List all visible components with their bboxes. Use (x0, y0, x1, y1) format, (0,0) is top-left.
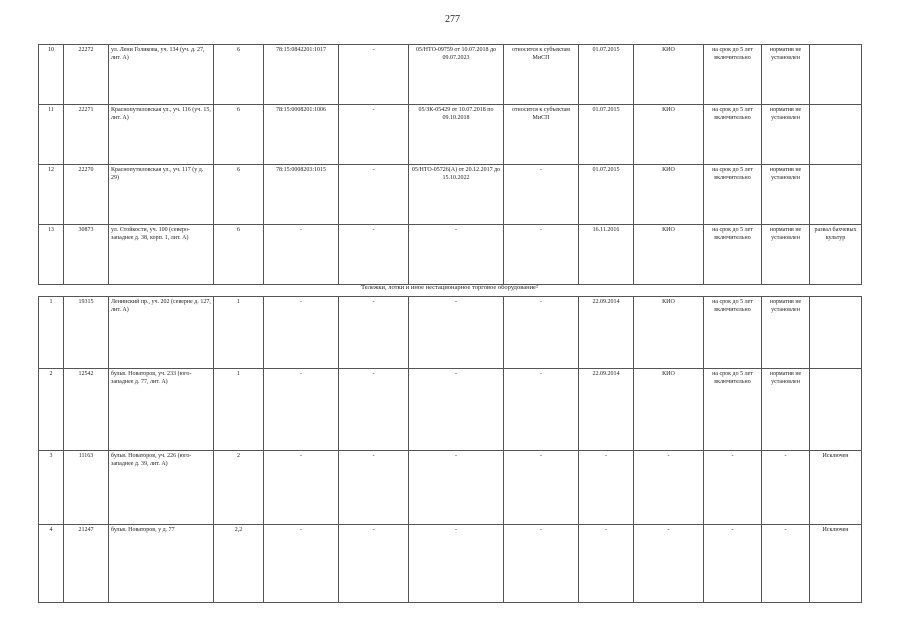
address-cell: бульв. Новаторов, у д. 77 (109, 525, 214, 603)
cell-f: - (339, 451, 409, 525)
cadastral-cell: - (264, 297, 339, 369)
note-cell: Исключен (810, 525, 862, 603)
contract-cell: - (409, 297, 504, 369)
contract-cell: - (409, 369, 504, 451)
area-cell: 1 (214, 369, 264, 451)
date-cell: 16.11.2016 (579, 225, 634, 285)
authority-cell: - (634, 525, 704, 603)
row-number: 4 (39, 525, 64, 603)
smsp-cell: - (504, 165, 579, 225)
contract-cell: 05/ЗК-05429 от 10.07.2018 по 09.10.2018 (409, 105, 504, 165)
contract-cell: - (409, 525, 504, 603)
area-cell: 6 (214, 225, 264, 285)
area-cell: 1 (214, 297, 264, 369)
authority-cell: КИО (634, 165, 704, 225)
cell-f: - (339, 225, 409, 285)
address-cell: Краснопутиловская ул., уч. 116 (уч. 15, лит. А) (109, 105, 214, 165)
area-cell: 6 (214, 105, 264, 165)
cadastral-cell: 78:15:0842201:1017 (264, 45, 339, 105)
norm-cell: - (762, 451, 810, 525)
table-row (39, 225, 862, 285)
note-cell: Исключен (810, 451, 862, 525)
address-cell: Ленинский пр., уч. 202 (северне д. 127, лит. А) (109, 297, 214, 369)
term-cell: на срок до 5 лет включительно (704, 369, 762, 451)
cell-f: - (339, 165, 409, 225)
object-id: 22272 (64, 45, 109, 105)
note-cell (810, 105, 862, 165)
authority-cell: КИО (634, 369, 704, 451)
table-row (39, 451, 862, 525)
nto-table-bottom (38, 296, 862, 603)
cell-f: - (339, 105, 409, 165)
cadastral-cell: 78:15:0008201:1006 (264, 105, 339, 165)
area-cell: 6 (214, 165, 264, 225)
object-id: 19315 (64, 297, 109, 369)
cadastral-cell: - (264, 451, 339, 525)
row-number: 10 (39, 45, 64, 105)
date-cell: 01.07.2015 (579, 105, 634, 165)
cell-f: - (339, 369, 409, 451)
table-row (39, 165, 862, 225)
norm-cell: - (762, 525, 810, 603)
authority-cell: КИО (634, 105, 704, 165)
contract-cell: 05/НТО-05726(А) от 20.12.2017 до 15.10.2022 (409, 165, 504, 225)
cadastral-cell: 78:15:0008203:1015 (264, 165, 339, 225)
authority-cell: КИО (634, 45, 704, 105)
contract-cell: - (409, 225, 504, 285)
smsp-cell: - (504, 225, 579, 285)
cadastral-cell: - (264, 525, 339, 603)
date-cell: 01.07.2015 (579, 45, 634, 105)
object-id: 21247 (64, 525, 109, 603)
row-number: 12 (39, 165, 64, 225)
date-cell: 22.09.2014 (579, 297, 634, 369)
table-row (39, 525, 862, 603)
area-cell: 6 (214, 45, 264, 105)
norm-cell: норматив не установлен (762, 297, 810, 369)
norm-cell: норматив не установлен (762, 165, 810, 225)
authority-cell: - (634, 451, 704, 525)
object-id: 30873 (64, 225, 109, 285)
note-cell (810, 297, 862, 369)
date-cell: - (579, 451, 634, 525)
norm-cell: норматив не установлен (762, 45, 810, 105)
authority-cell: КИО (634, 297, 704, 369)
nto-table-top (38, 44, 862, 285)
note-cell (810, 165, 862, 225)
object-id: 12542 (64, 369, 109, 451)
address-cell: ул. Стойкости, уч. 100 (северо-западнее д. 38, корп. 1, лит. А) (109, 225, 214, 285)
cell-f: - (339, 45, 409, 105)
norm-cell: норматив не установлен (762, 369, 810, 451)
authority-cell: КИО (634, 225, 704, 285)
row-number: 11 (39, 105, 64, 165)
table-row (39, 369, 862, 451)
smsp-cell: относится к субъектам МиСП (504, 105, 579, 165)
area-cell: 2,2 (214, 525, 264, 603)
norm-cell: норматив не установлен (762, 225, 810, 285)
row-number: 1 (39, 297, 64, 369)
date-cell: 22.09.2014 (579, 369, 634, 451)
term-cell: на срок до 5 лет включительно (704, 225, 762, 285)
date-cell: 01.07.2015 (579, 165, 634, 225)
smsp-cell: относится к субъектам МиСП (504, 45, 579, 105)
cadastral-cell: - (264, 369, 339, 451)
term-cell: на срок до 5 лет включительно (704, 165, 762, 225)
term-cell: на срок до 5 лет включительно (704, 45, 762, 105)
table-row (39, 105, 862, 165)
address-cell: Краснопутиловская ул., уч. 117 (у д. 29) (109, 165, 214, 225)
object-id: 22271 (64, 105, 109, 165)
row-number: 2 (39, 369, 64, 451)
object-id: 22270 (64, 165, 109, 225)
row-number: 3 (39, 451, 64, 525)
page-number: 277 (445, 14, 460, 25)
section-title: Тележки, лотки и иное нестационарное торговое оборудование² (361, 284, 538, 291)
note-cell (810, 369, 862, 451)
term-cell: на срок до 5 лет включительно (704, 105, 762, 165)
address-cell: бульв. Новаторов, уч. 233 (юго-западнее д. 77, лит. А) (109, 369, 214, 451)
smsp-cell: - (504, 525, 579, 603)
cell-f: - (339, 525, 409, 603)
cell-f: - (339, 297, 409, 369)
address-cell: ул. Лени Голикова, уч. 134 (уч. д. 27, лит. А) (109, 45, 214, 105)
contract-cell: 05/НТО-09759 от 10.07.2018 до 09.07.2023 (409, 45, 504, 105)
area-cell: 2 (214, 451, 264, 525)
smsp-cell: - (504, 369, 579, 451)
object-id: 11163 (64, 451, 109, 525)
address-cell: бульв. Новаторов, уч. 226 (юго-западнее д. 39, лит. А) (109, 451, 214, 525)
smsp-cell: - (504, 451, 579, 525)
note-cell: развал бахчевых культур (810, 225, 862, 285)
norm-cell: норматив не установлен (762, 105, 810, 165)
term-cell: - (704, 451, 762, 525)
table-row (39, 297, 862, 369)
row-number: 13 (39, 225, 64, 285)
term-cell: - (704, 525, 762, 603)
cadastral-cell: - (264, 225, 339, 285)
term-cell: на срок до 5 лет включительно (704, 297, 762, 369)
contract-cell: - (409, 451, 504, 525)
table-row (39, 45, 862, 105)
date-cell: - (579, 525, 634, 603)
smsp-cell: - (504, 297, 579, 369)
note-cell (810, 45, 862, 105)
